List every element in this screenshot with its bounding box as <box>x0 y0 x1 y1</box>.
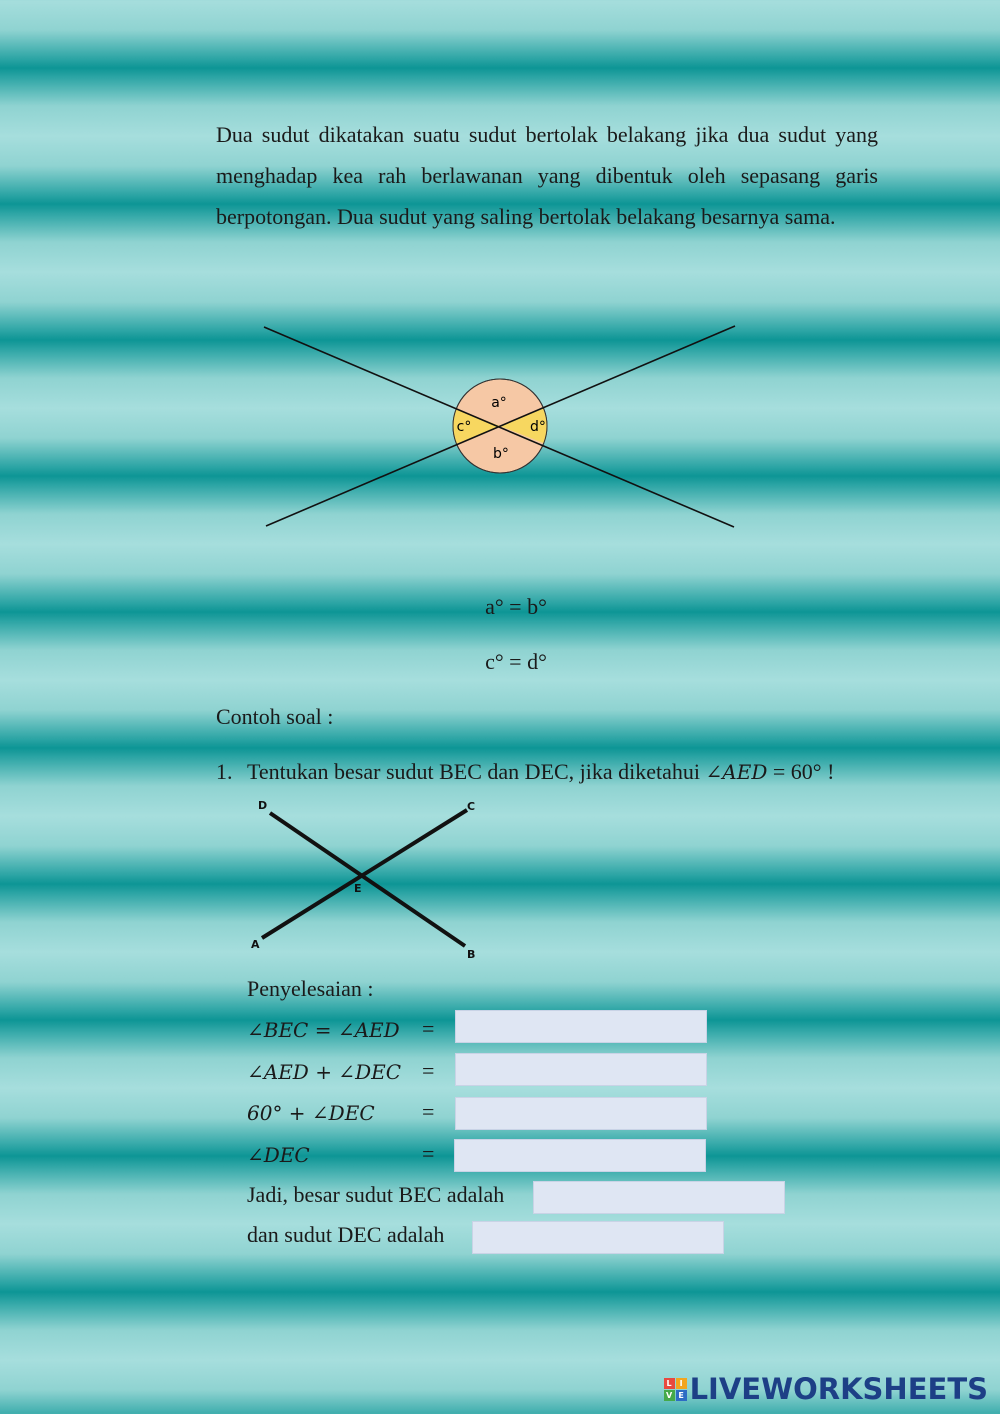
solution-row-3-eq: = <box>422 1099 435 1124</box>
example-heading: Contoh soal : <box>216 704 334 729</box>
logo-text: LIVEWORKSHEETS <box>689 1372 988 1406</box>
answer-box-dec[interactable] <box>472 1221 724 1254</box>
point-b: B <box>467 948 476 961</box>
vertical-angles-diagram <box>250 310 750 540</box>
point-d: D <box>258 799 268 812</box>
solution-row-2-eq: = <box>422 1058 435 1083</box>
point-e: E <box>354 882 362 895</box>
solution-row-1-eq: = <box>422 1016 435 1041</box>
solution-row-4-eq: = <box>422 1141 435 1166</box>
intersecting-lines-diagram <box>245 796 490 966</box>
equation-ab: a° = b° <box>485 594 547 619</box>
line-2 <box>266 326 735 526</box>
answer-box-3[interactable] <box>455 1097 707 1130</box>
point-a: A <box>251 938 260 951</box>
answer-box-4[interactable] <box>454 1139 706 1172</box>
answer-box-1[interactable] <box>455 1010 707 1043</box>
intro-paragraph: Dua sudut dikatakan suatu sudut bertolak belakang jika dua sudut yang menghadap kea rah berlawanan yang dibentuk oleh sepasang garis berpotongan. Dua sudut yang saling bertolak belakang besarnya sama. <box>216 122 878 229</box>
point-c: C <box>467 800 476 813</box>
question-number: 1. <box>216 759 233 784</box>
label-b: b° <box>493 446 509 462</box>
equation-cd: c° = d° <box>485 649 547 674</box>
label-c: c° <box>456 419 472 435</box>
liveworksheets-logo <box>664 1372 988 1406</box>
conclusion-dec-label: dan sudut DEC adalah <box>247 1222 445 1247</box>
question-angle: ∠AED <box>705 760 768 784</box>
answer-box-2[interactable] <box>455 1053 707 1086</box>
conclusion-bec-label: Jadi, besar sudut BEC adalah <box>247 1182 505 1207</box>
solution-heading: Penyelesaian : <box>247 976 374 1001</box>
solution-row-4-lhs: ∠DEC <box>247 1143 310 1167</box>
solution-row-1-lhs: ∠BEC = ∠AED <box>247 1018 400 1042</box>
answer-box-bec[interactable] <box>533 1181 785 1214</box>
solution-row-3-lhs: 60° + ∠DEC <box>247 1101 375 1125</box>
line-db <box>270 813 465 946</box>
question-value: = 60° ! <box>772 759 835 784</box>
solution-row-2-lhs: ∠AED + ∠DEC <box>247 1060 402 1084</box>
label-d: d° <box>530 419 546 435</box>
question-text <box>247 759 834 785</box>
label-a: a° <box>491 395 507 411</box>
question-prompt: Tentukan besar sudut BEC dan DEC, jika diketahui <box>247 759 701 784</box>
logo-mark-icon: L I V E <box>664 1378 687 1401</box>
